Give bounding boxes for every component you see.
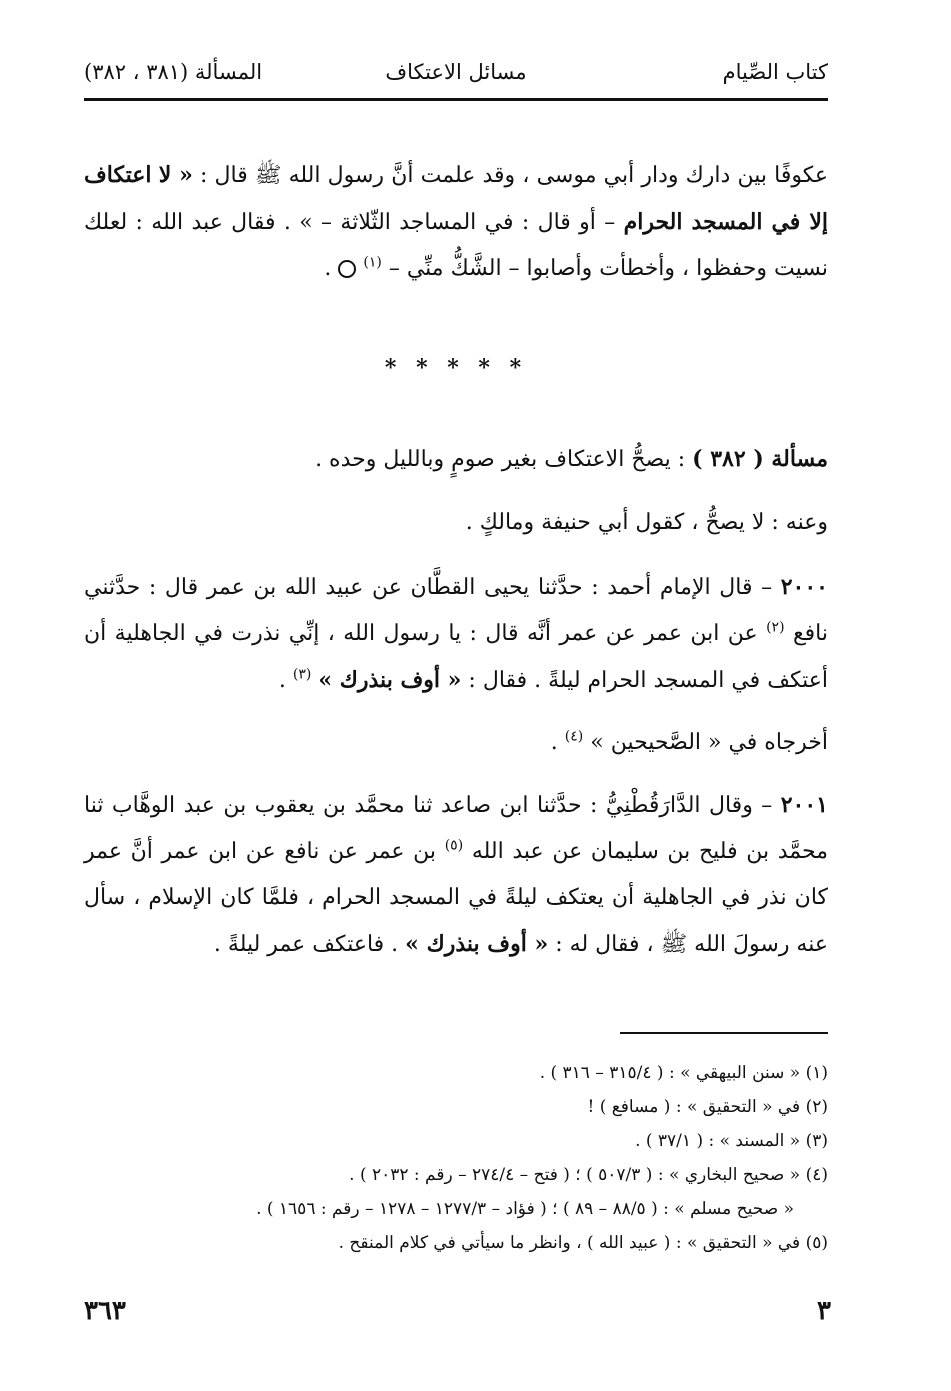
footnote: (٣) « المسند » : ( ٣٧/١ ) .	[635, 1131, 828, 1151]
page-number-left: ٣٦٣	[84, 1296, 126, 1326]
text-run: عن ابن عمر عن عمر أنَّه قال : يا رسول الله ، إنِّي نذرت في الجاهلية أن أعتكف في المسجد الحرام ليلةً . فقال :	[84, 621, 828, 693]
hadith-quote: اعتكاف إلا في المسجد الحرام	[84, 162, 828, 235]
footnote-ref: (٣)	[292, 666, 312, 683]
issue-statement: : يصحُّ الاعتكاف بغير صومٍ وبالليل وحده .	[315, 447, 693, 472]
text-run: – أو قال : في المساجد الثّلاثة – » . فقال عبد الله :	[135, 210, 624, 235]
text-run: أخرجاه في « الصَّحيحين »	[583, 730, 828, 755]
hadith-2000	[84, 564, 828, 704]
hadith-quote: « لا	[158, 162, 193, 188]
footnote: (٢) في « التحقيق » : ( مسافع ) !	[587, 1097, 828, 1117]
issue-range: المسألة (٣٨١ ، ٣٨٢)	[84, 60, 263, 84]
text-run: .	[324, 256, 339, 281]
hadith-quote: « أوف بنذرك »	[405, 931, 549, 957]
issue-heading	[84, 436, 828, 483]
footnote-rule	[620, 1032, 828, 1034]
footnote-ref: (٤)	[564, 728, 584, 745]
paragraph-continued	[84, 152, 828, 292]
footnote-ref: (٢)	[766, 619, 785, 636]
issue-alt-view	[84, 500, 828, 546]
hadith-number: ٢٠٠١	[780, 792, 828, 818]
running-header	[84, 56, 828, 96]
issue-label: مسألة ( ٣٨٢ )	[692, 446, 828, 472]
footnote: (٤) « صحيح البخاري » : ( ٥٠٧/٣ ) ؛ ( فتح – ٢٧٤/٤ – رقم : ٢٠٣٢ ) .	[349, 1165, 828, 1185]
text-run: – وقال الدَّارَقُطْنِيُّ : حدَّثنا ابن صاعد ثنا محمَّد بن يعقوب بن عبد الوهَّاب ثنا محمَّد بن فليح بن سليمان عن عبد الله	[84, 793, 828, 864]
footnotes	[84, 1056, 828, 1260]
end-circle-icon	[338, 260, 356, 278]
text-run: بن عمر عن نافع عن ابن عمر أنَّ عمر كان نذر في الجاهلية أن يعتكف ليلةً في المسجد الحرام ، فلمَّا كان الإسلام ، سأل عنه رسولَ الله ﷺ ، فقال له :	[84, 839, 828, 957]
section-title: مسائل الاعتكاف	[385, 60, 527, 84]
section-separator: * * * * *	[384, 355, 528, 381]
footnote: (٥) في « التحقيق » : ( عبيد الله ) ، وانظر ما سيأتي في كلام المنقح .	[338, 1233, 828, 1253]
page-number-right: ٣	[817, 1296, 831, 1326]
text-run: لعلك نسيت وحفظوا ، وأخطأت وأصابوا – الشَّكُّ منِّي –	[84, 210, 828, 281]
header-rule	[84, 98, 828, 101]
hadith-quote: « أوف بنذرك »	[318, 667, 462, 693]
book-title: كتاب الصِّيام	[722, 60, 828, 84]
footnote: « صحيح مسلم » : ( ٨٨/٥ – ٨٩ ) ؛ ( فؤاد – ١٢٧٧/٣ – ١٢٧٨ – رقم : ١٦٥٦ ) .	[256, 1199, 794, 1219]
text-run: – قال الإمام أحمد : حدَّثنا يحيى القطَّان عن عبيد الله بن عمر قال : حدَّثني نافع	[84, 575, 828, 646]
text-run: . فاعتكف عمر ليلةً .	[213, 932, 406, 957]
hadith-number: ٢٠٠٠	[780, 574, 828, 600]
text-run: .	[550, 730, 565, 755]
footnote: (١) « سنن البيهقي » : ( ٣١٥/٤ – ٣١٦ ) .	[539, 1063, 828, 1083]
hadith-2001	[84, 782, 828, 968]
footnote-ref: (٥)	[444, 837, 464, 854]
footnote-ref: (١)	[363, 254, 382, 271]
text-run: عكوفًا بين دارك ودار أبي موسى ، وقد علمت أنَّ رسول الله ﷺ قال :	[192, 163, 828, 188]
hadith-2000-source	[84, 720, 828, 766]
text-run: .	[278, 668, 293, 693]
text-run: وعنه : لا يصحُّ ، كقول أبي حنيفة ومالكٍ .	[465, 510, 828, 535]
